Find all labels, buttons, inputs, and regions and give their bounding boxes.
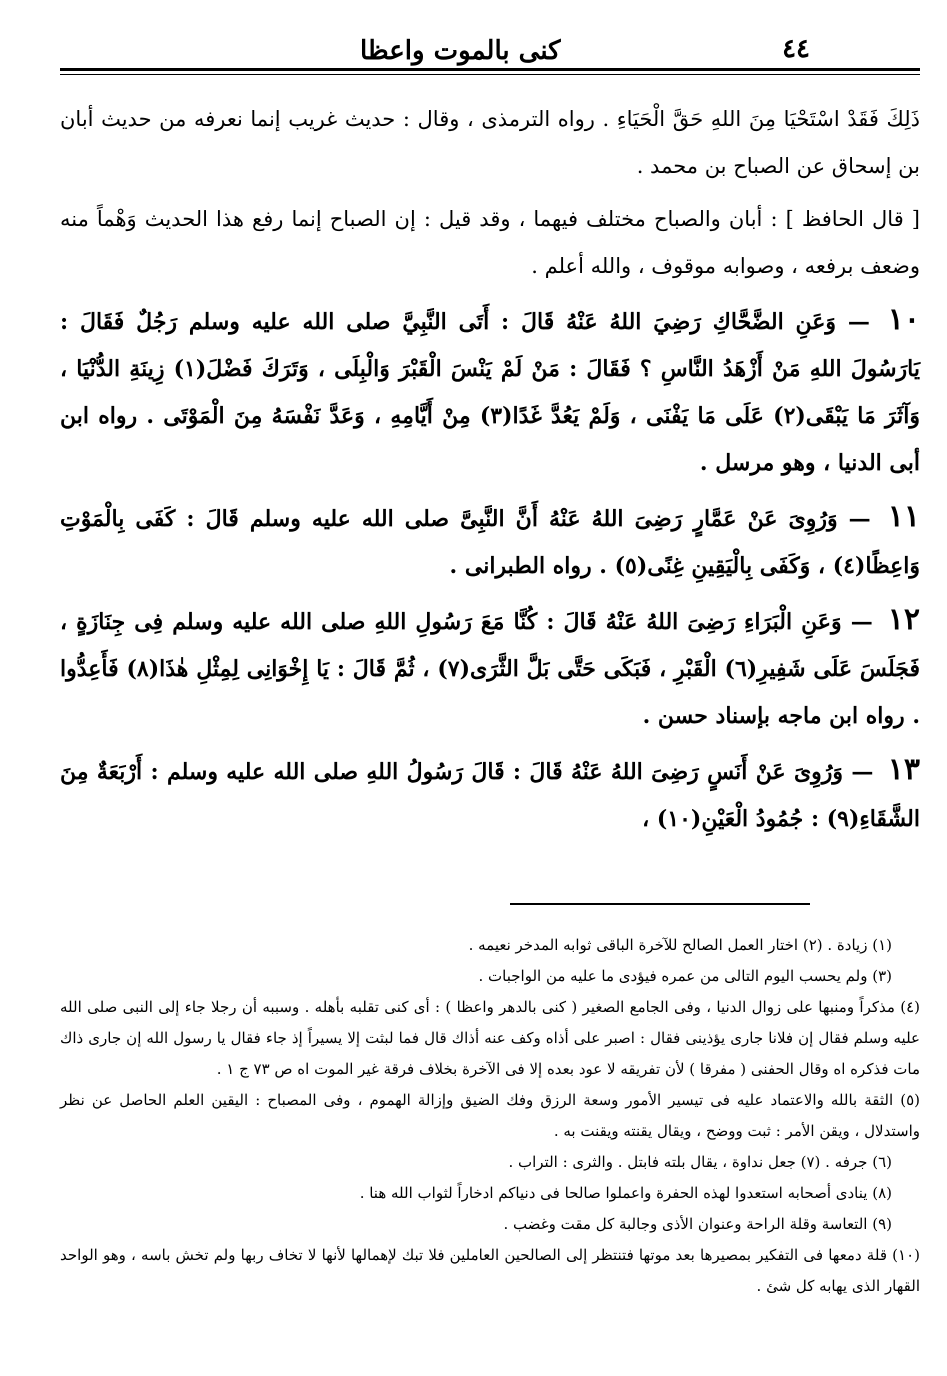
paragraph — [60, 196, 920, 290]
header-rule-thin — [60, 74, 920, 75]
hadith-paragraph — [60, 746, 920, 843]
page-header — [60, 14, 920, 74]
hadith-text: — وَرُوِىَ عَنْ أَنَسٍ رَضِىَ اللهُ عَنْهُ قَالَ : قَالَ رَسُولُ اللهِ صلى الله عليه وسلم : أَرْبَعَةٌ مِنَ الشَّقَاءِ(٩) : جُمُودُ الْعَيْنِ(١٠) ، — [60, 759, 920, 832]
hadith-text: — وَعَنِ الضَّحَّاكِ رَضِيَ اللهُ عَنْهُ قَالَ : أَتَى النَّبِيَّ صلى الله عليه وسلم رَجُلٌ فَقَالَ : يَارَسُولَ اللهِ مَنْ أَزْهَدُ النَّاسِ ؟ فَقَالَ : مَنْ لَمْ يَنْسَ الْقَبْرَ وَالْبِلَى ، وَتَرَكَ فَضْلَ(١) زِينَةِ الدُّنْيَا ، وَآثَرَ مَا يَبْقَى(٢) عَلَى مَا يَفْنَى ، وَلَمْ يَعُدَّ غَدًا(٣) مِنْ أَيَّامِهِ ، وَعَدَّ نَفْسَهُ مِنَ الْمَوْتَى . رواه ابن أبى الدنيا ، وهو مرسل . — [60, 309, 920, 476]
footnote: (٩) التعاسة وقلة الراحة وعنوان الأذى وجالبة كل مقت وغضب . — [503, 1215, 892, 1233]
hadith-paragraph — [60, 596, 920, 740]
running-title: كنى بالموت واعظا — [360, 36, 561, 66]
hadith-paragraph — [60, 296, 920, 487]
footnote: (٦) جرفه . (٧) جعل نداوة ، يقال بلته فابتل . والثرى : التراب . — [508, 1153, 892, 1171]
hadith-number: ١٣ — [887, 752, 920, 787]
hadith-number: ١٢ — [887, 602, 920, 637]
footnote: (١٠) قلة دمعها فى التفكير بمصيرها بعد موتها فتنتظر إلى الصالحين العاملين فلا تبك لإهمالها لأنها لا تخاف ربها ولم تخش باسه ، وهو الواحد القهار الذى يهابه كل شئ . — [60, 1246, 920, 1295]
footnotes — [60, 930, 920, 1302]
footnote: (١) زيادة . (٢) اختار العمل الصالح للآخرة الباقى ثوابه المدخر نعيمه . — [468, 936, 892, 954]
hadith-paragraph — [60, 493, 920, 590]
footnote: (٣) ولم يحسب اليوم التالى من عمره فيؤدى ما عليه من الواجبات . — [478, 967, 892, 985]
hadith-text: — وَرُوِىَ عَنْ عَمَّارٍ رَضِىَ اللهُ عَنْهُ أَنَّ النَّبِىَّ صلى الله عليه وسلم قَالَ : كَفَى بِالْمَوْتِ وَاعِظًا(٤) ، وَكَفَى بِالْيَقِينِ غِنًى(٥) . رواه الطبرانى . — [60, 506, 920, 579]
footnote: (٨) ينادى أصحابه استعدوا لهذه الحفرة واعملوا صالحا فى دنياكم ادخاراً لثواب الله هنا . — [359, 1184, 892, 1202]
main-text — [60, 96, 920, 849]
page-number: ٤٤ — [782, 34, 810, 64]
header-rule — [60, 68, 920, 71]
hadith-number: ١٠ — [887, 302, 920, 337]
paragraph — [60, 96, 920, 190]
footnote-separator — [510, 903, 810, 905]
footnote: (٤) مذكراً ومنبها على زوال الدنيا ، وفى الجامع الصغير ( كنى بالدهر واعظا ) : أى كنى تقلبه بأهله . وسببه أن رجلا جاء إلى النبى صلى الله عليه وسلم فقال إن فلانا جارى يؤذينى فقال : اصبر على أذاه وكف عنه أذاك قال فما لبثت إلا يسيراً إذ جاء فقال يا رسول الله إن جارى ذاك مات فذكره اه وقال الحفنى ( مفرقا ) لأن تفريقه لا عود بعده إلا فى الآخرة بخلاف فرقة غير الموت اه ص ٧٣ ج ١ . — [60, 998, 920, 1078]
footnote: (٥) الثقة بالله والاعتماد عليه فى تيسير الأمور وسعة الرزق وفك الضيق وإزالة الهموم ، وفى المصباح : اليقين العلم الحاصل عن نظر واستدلال ، ويقن الأمر : ثبت ووضح ، ويقال يقنته ويقنت به . — [60, 1091, 920, 1140]
hadith-text: — وَعَنِ الْبَرَاءِ رَضِىَ اللهُ عَنْهُ قَالَ : كُنَّا مَعَ رَسُولِ اللهِ صلى الله عليه وسلم فِى جِنَازَةٍ ، فَجَلَسَ عَلَى شَفِيرِ(٦) الْقَبْرِ ، فَبَكَى حَتَّى بَلَّ الثَّرَى(٧) ، ثُمَّ قَالَ : يَا إِخْوَانِى لِمِثْلِ هٰذَا(٨) فَأَعِدُّوا . رواه ابن ماجه بإسناد حسن . — [60, 609, 920, 729]
paragraph-text: ذَلِكَ فَقَدْ اسْتَحْيَا مِنَ اللهِ حَقَّ الْحَيَاءِ . رواه الترمذى ، وقال : حديث غريب إنما نعرفه من حديث أبان بن إسحاق عن الصباح بن محمد . — [60, 107, 920, 178]
hadith-number: ١١ — [887, 499, 920, 534]
paragraph-text: [ قال الحافظ ] : أبان والصباح مختلف فيهما ، وقد قيل : إن الصباح إنما رفع هذا الحديث وَهْماً منه وضعف برفعه ، وصوابه موقوف ، والله أعلم . — [60, 207, 920, 278]
